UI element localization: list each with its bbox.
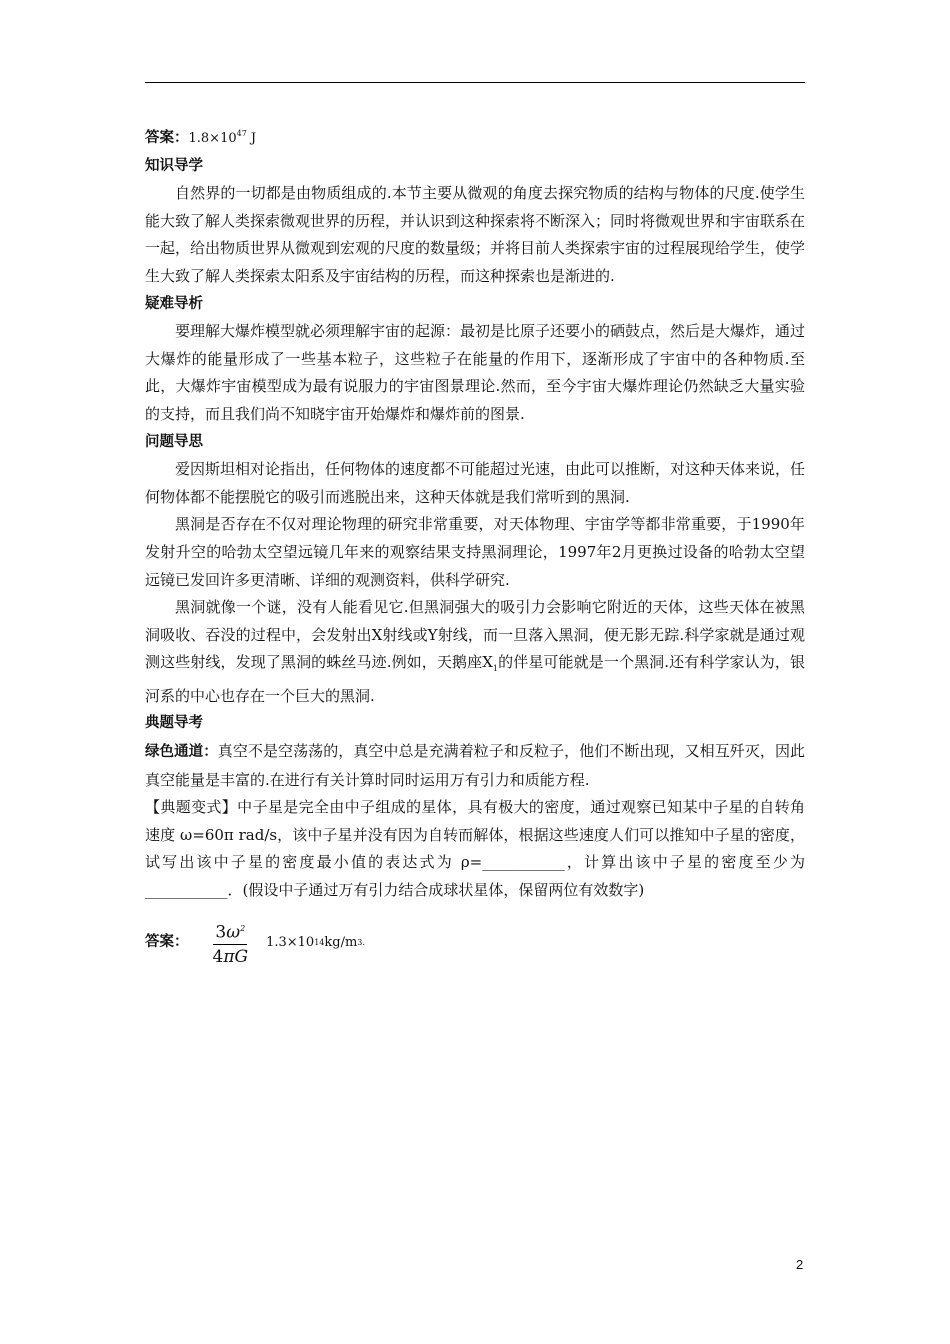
paragraph-difficulty: 要理解大爆炸模型就必须理解宇宙的起源：最初是比原子还要小的硒鼓点，然后是大爆炸，通过大爆炸的能量形成了一些基本粒子，这些粒子在能量的作用下，逐渐形成了宇宙中的各种物质.至此，大爆炸宇宙模型成为最有说服力的宇宙图景理论.然而，至今宇宙大爆炸理论仍然缺乏大量实验的支持，而且我们尚不知晓宇宙开始爆炸和爆炸前的图景. [145,322,806,423]
paragraph-variant [145,794,805,904]
numerator-coef: 3 [215,922,227,943]
heading-questions: 问题导思 [145,433,203,450]
denominator-var: πG [223,947,249,968]
green-channel-label: 绿色通道： [145,744,218,761]
variant-text: 中子星是完全由中子组成的星体，具有极大的密度，通过观察已知某中子星的自转角速度 ω=60π rad/s，该中子星并没有因为自转而解体，根据这些速度人们可以推知中子星的密度，试写出该中子星的密度最小值的表达式为 ρ=___________，计算出该中子星的密度至少为___________．(假设中子通过万有引力结合成球状星体，保留两位有效数字) [145,798,805,900]
green-channel-text: 真空不是空荡荡的，真空中总是充满着粒子和反粒子，他们不断出现，又相互歼灭，因此真空能量是丰富的.在进行有关计算时同时运用万有引力和质能方程. [145,742,805,789]
paragraph-hubble: 黑洞是否存在不仅对理论物理的研究非常重要，对天体物理、宇宙学等都非常重要，于1990年发射升空的哈勃太空望远镜几年来的观察结果支持黑洞理论，1997年2月更换过设备的哈勃太空望远镜已发回许多更清晰、详细的观测资料，供科学研究. [145,515,805,589]
numerator-var: ω [226,922,241,943]
answer-2-unit: kg/m [324,935,358,951]
answer-1 [145,120,805,153]
header-rule [145,82,805,83]
answer-1-label: 答案： [145,130,189,146]
answer-2-label: 答案： [145,934,189,951]
paragraph-relativity: 爱因斯坦相对论指出，任何物体的速度都不可能超过光速，由此可以推断，对这种天体来说，任何物体都不能摆脱它的吸引而逃脱出来，这种天体就是我们常听到的黑洞. [145,460,806,506]
paragraph-knowledge: 自然界的一切都是由物质组成的.本节主要从微观的角度去探究物质的结构与物体的尺度.使学生能大致了解人类探索微观世界的历程，并认识到这种探索将不断深入；同时将微观世界和宇宙联系在一起，给出物质世界从微观到宏观的尺度的数量级；并将目前人类探索宇宙的过程展现给学生，使学生大致了解人类探索太阳系及宇宙结构的历程，而这种探索也是渐进的. [145,184,806,285]
numerator-exp: 2 [240,923,246,933]
answer-1-mantissa: 1.8×10 [188,131,237,146]
document-body [145,120,805,969]
answer-1-exponent: 47 [236,129,247,138]
black-hole-text-1: 黑洞就像一个谜，没有人能看见它.但黑洞强大的吸引力会影响它附近的天体，这些天体在被黑洞吸收、吞没的过程中，会发射出X射线或Y射线，而一旦落入黑洞，便无影无踪.科学家就是通过观测这些射线，发现了黑洞的蛛丝马迹.例如，天鹅座X [145,598,805,672]
heading-difficulty: 疑难导析 [145,295,203,312]
variant-label: 【典题变式】 [145,798,238,817]
formula-numerator [213,917,247,946]
denominator-coef: 4 [212,947,224,968]
answer-2 [145,917,805,970]
black-hole-text-2: 的伴星可能就是一个黑洞.还有科学家认为，银河系的中心也存在一个巨大的黑洞. [145,653,806,705]
answer-2-unit-exponent: 3. [357,938,365,948]
answer-1-unit: J [246,131,257,146]
answer-2-value: 1.3×10 [266,935,315,951]
heading-examples: 典题导考 [145,715,203,732]
page-number: 2 [796,1257,804,1272]
paragraph-black-hole [145,594,805,710]
formula-denominator [213,945,249,969]
heading-knowledge: 知识导学 [145,157,203,174]
cygnus-subscript: 1 [492,664,498,674]
paragraph-green-channel [145,738,805,794]
density-formula [213,917,249,970]
answer-2-exponent: 14 [314,938,325,948]
